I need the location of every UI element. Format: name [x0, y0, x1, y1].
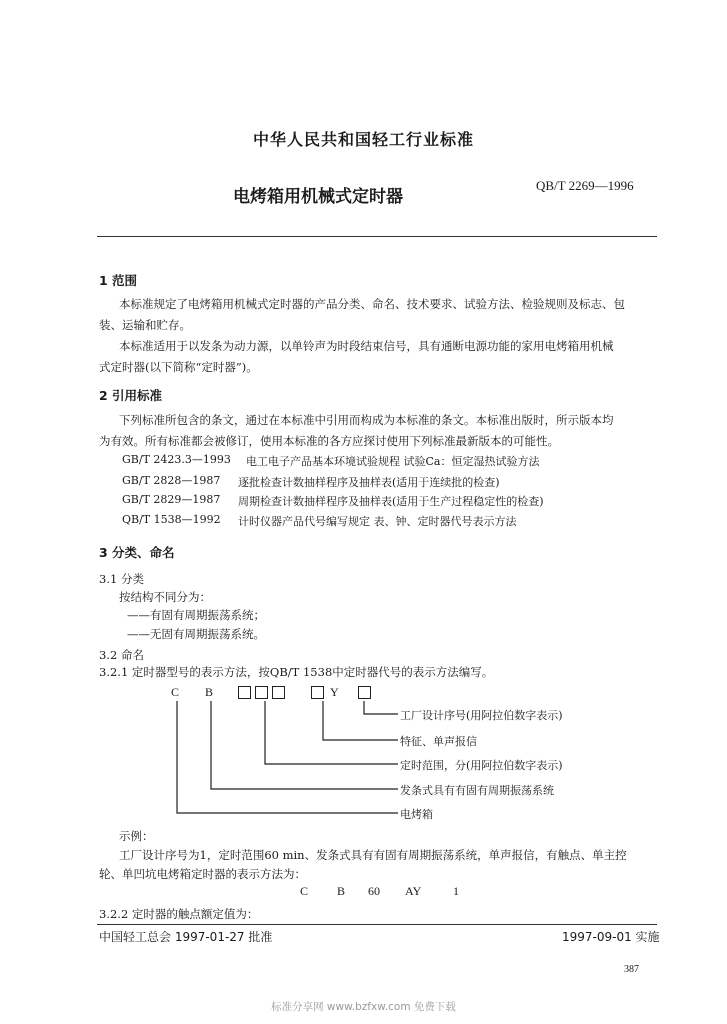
reference-title: 逐批检查计数抽样程序及抽样表(适用于连续批的检查)	[238, 476, 500, 489]
document-title: 电烤箱用机械式定时器	[233, 187, 403, 207]
designation-letter-c: C	[171, 685, 180, 699]
reference-title: 电工电子产品基本环境试验规程 试验Ca：恒定湿热试验方法	[246, 455, 540, 468]
reference-code: GB/T 2423.3—1993	[122, 453, 231, 466]
example-code-part: B	[337, 884, 346, 898]
diagram-label: 工厂设计序号(用阿拉伯数字表示)	[400, 709, 563, 722]
reference-code: GB/T 2829—1987	[122, 493, 221, 506]
reference-code: GB/T 2828—1987	[122, 474, 221, 487]
diagram-label: 定时范围，分(用阿拉伯数字表示)	[400, 759, 563, 772]
s1-paragraph-2-line-1: 本标准适用于以发条为动力源，以单铃声为时段结束信号，具有通断电源功能的家用电烤箱用机械	[119, 339, 614, 353]
section-3-1-heading: 3.1 分类	[99, 572, 144, 586]
example-code-part: AY	[405, 884, 422, 898]
s2-paragraph-line-2: 为有效。所有标准都会被修订，使用本标准的各方应探讨使用下列标准最新版本的可能性。	[99, 434, 559, 448]
org-standard-heading: 中华人民共和国轻工行业标准	[252, 130, 474, 149]
example-line-2: 轮、单凹坑电烤箱定时器的表示方法为：	[99, 867, 306, 881]
standard-number: QB/T 2269—1996	[536, 178, 634, 193]
example-code-part: 1	[453, 884, 459, 898]
example-line-1: 工厂设计序号为1，定时范围60 min、发条式具有有固有周期振荡系统，单声报信，有触点、单主控	[119, 848, 627, 862]
section-3-2-heading: 3.2 命名	[99, 648, 144, 662]
diagram-label: 电烤箱	[400, 808, 433, 821]
s31-intro: 按结构不同分为：	[119, 590, 211, 604]
designation-letter-b: B	[205, 685, 214, 699]
diagram-label: 发条式具有有固有周期振荡系统	[400, 784, 554, 797]
section-3-2-1-text: 3.2.1 定时器型号的表示方法，按QB/T 1538中定时器代号的表示方法编写。	[99, 665, 494, 679]
s1-paragraph-1-line-1: 本标准规定了电烤箱用机械式定时器的产品分类、命名、技术要求、试验方法、检验规则及标志、包	[119, 297, 625, 311]
reference-code: QB/T 1538—1992	[122, 513, 221, 526]
example-label: 示例：	[119, 829, 154, 843]
section-3-2-2-text: 3.2.2 定时器的触点额定值为：	[99, 907, 259, 921]
reference-title: 计时仪器产品代号编写规定 表、钟、定时器代号表示方法	[238, 515, 517, 528]
designation-letter-y: Y	[330, 685, 339, 699]
section-1-heading: 1 范围	[99, 273, 138, 288]
s1-paragraph-2-line-2: 式定时器(以下简称“定时器”)。	[99, 360, 258, 374]
footer-rule	[97, 924, 657, 925]
s31-item-1: ——有固有周期振荡系统；	[127, 608, 265, 622]
reference-title: 周期检查计数抽样程序及抽样表(适用于生产过程稳定性的检查)	[238, 495, 544, 508]
implementation-date: 1997-09-01 实施	[562, 930, 660, 944]
approval-date: 中国轻工总会 1997-01-27 批准	[99, 930, 273, 944]
diagram-label: 特征、单声报信	[400, 735, 477, 748]
s31-item-2: ——无固有周期振荡系统。	[127, 627, 265, 641]
section-3-heading: 3 分类、命名	[99, 545, 175, 560]
s2-paragraph-line-1: 下列标准所包含的条文，通过在本标准中引用而构成为本标准的条文。本标准出版时，所示版本均	[119, 413, 614, 427]
page-number: 387	[624, 964, 639, 975]
watermark: 标准分享网 www.bzfxw.com 免费下载	[271, 1001, 456, 1013]
example-code-part: 60	[368, 884, 380, 898]
s1-paragraph-1-line-2: 装、运输和贮存。	[99, 318, 191, 332]
section-2-heading: 2 引用标准	[99, 388, 163, 403]
example-code-part: C	[300, 884, 309, 898]
